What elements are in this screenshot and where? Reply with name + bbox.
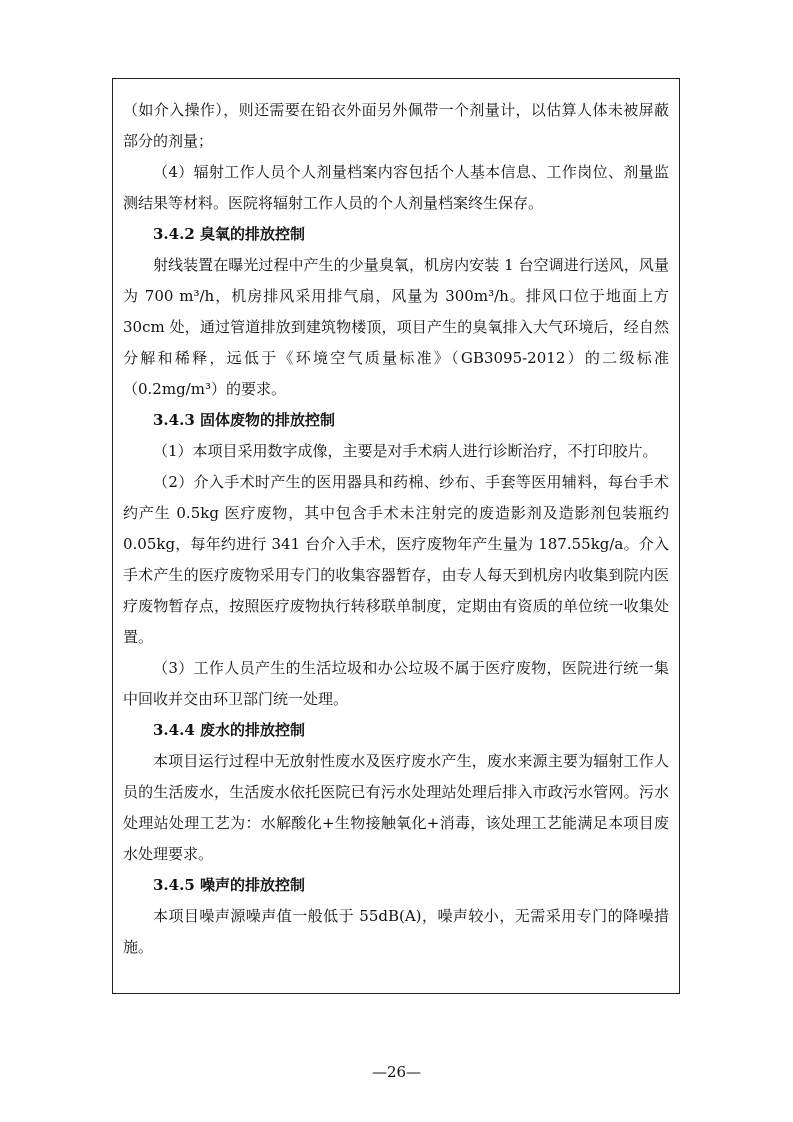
paragraph-ozone: 射线装置在曝光过程中产生的少量臭氧，机房内安装 1 台空调进行送风，风量为 700 m³/h，机房排风采用排气扇，风量为 300m³/h。排风口位于地面上方 30cm 处，通过管道排放到建筑物楼顶，项目产生的臭氧排入大气环境后，经自然分解和稀释，远低于《环境空气质量标准》（GB3095-2012）的二级标准（0.2mg/m³）的要求。 [123, 256, 669, 398]
paragraph-dose-records: （4）辐射工作人员个人剂量档案内容包括个人基本信息、工作岗位、剂量监测结果等材料。医院将辐射工作人员的个人剂量档案终生保存。 [123, 163, 669, 212]
content-frame [112, 78, 680, 994]
paragraph-solid-waste-3: （3）工作人员产生的生活垃圾和办公垃圾不属于医疗废物，医院进行统一集中回收并交由环卫部门统一处理。 [123, 659, 669, 708]
document-body [123, 95, 669, 963]
paragraph-noise: 本项目噪声源噪声值一般低于 55dB(A)，噪声较小，无需采用专门的降噪措施。 [123, 907, 669, 956]
section-heading-noise: 3.4.5 噪声的排放控制 [153, 876, 305, 894]
paragraph-solid-waste-1: （1）本项目采用数字成像，主要是对手术病人进行诊断治疗，不打印胶片。 [153, 442, 658, 460]
paragraph-dosimeter-note: （如介入操作），则还需要在铅衣外面另外佩带一个剂量计，以估算人体未被屏蔽部分的剂量； [123, 101, 669, 150]
section-heading-solid-waste: 3.4.3 固体废物的排放控制 [153, 411, 335, 429]
paragraph-wastewater: 本项目运行过程中无放射性废水及医疗废水产生，废水来源主要为辐射工作人员的生活废水，生活废水依托医院已有污水处理站处理后排入市政污水管网。污水处理站处理工艺为：水解酸化+生物接触氧化+消毒，该处理工艺能满足本项目废水处理要求。 [123, 752, 669, 863]
page-number: —26— [371, 1063, 422, 1081]
section-heading-ozone: 3.4.2 臭氧的排放控制 [153, 225, 305, 243]
paragraph-solid-waste-2: （2）介入手术时产生的医用器具和药棉、纱布、手套等医用辅料，每台手术约产生 0.5kg 医疗废物，其中包含手术未注射完的废造影剂及造影剂包装瓶约 0.05kg，每年约进行 341 台介入手术，医疗废物年产生量为 187.55kg/a。介入手术产生的医疗废物采用专门的收集容器暂存，由专人每天到机房内收集到院内医疗废物暂存点，按照医疗废物执行转移联单制度，定期由有资质的单位统一收集处置。 [123, 473, 669, 646]
section-heading-wastewater: 3.4.4 废水的排放控制 [153, 721, 305, 739]
